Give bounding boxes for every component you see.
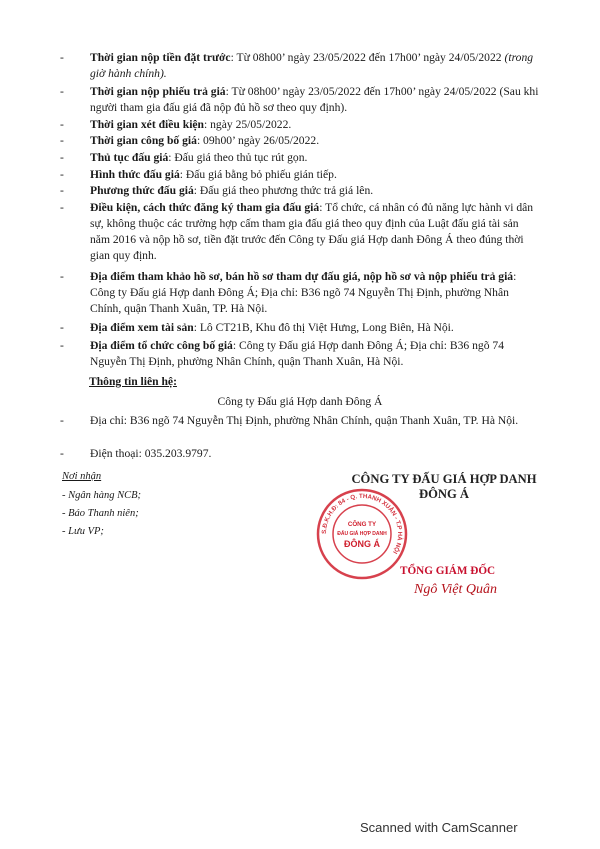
item-label: Thời gian nộp phiếu trả giá — [90, 85, 226, 98]
item-text: : Đấu giá theo phương thức trả giá lên. — [193, 184, 374, 197]
item-label: Hình thức đấu giá — [90, 168, 180, 181]
stamp-line: ĐÔNG Á — [344, 539, 380, 549]
list-item — [60, 167, 540, 183]
list-item — [60, 84, 540, 116]
dash: - — [60, 339, 64, 352]
dash: - — [60, 321, 64, 334]
list-item — [60, 269, 540, 317]
dash: - — [60, 201, 64, 214]
stamp-line: CÔNG TY — [347, 521, 377, 528]
contact-phone-item — [60, 446, 540, 462]
item-text: : Công ty Đấu giá Hợp danh Đông Á; Địa chỉ: B36 ngõ 74 Nguyễn Thị Định, phường Nhân Chính, quận Thanh Xuân, Hà Nội. — [90, 339, 505, 368]
contact-address-item — [60, 413, 540, 429]
dash: - — [60, 51, 64, 64]
item-label: Phương thức đấu giá — [90, 184, 194, 197]
item-text: : Đấu giá bằng bỏ phiếu gián tiếp. — [179, 168, 337, 181]
signature-name: Ngô Việt Quân — [414, 582, 497, 597]
signature-company-line1: CÔNG TY ĐẤU GIÁ HỢP DANH — [351, 472, 537, 486]
signature-title: TỔNG GIÁM ĐỐC — [400, 565, 496, 577]
company-stamp — [316, 488, 408, 580]
item-label: Điều kiện, cách thức đăng ký tham gia đấu giá — [90, 201, 320, 214]
stamp-ring-text: S.Đ.K.H.Đ: 84 - Q. THANH XUÂN - T.P HÀ NỘI — [320, 492, 404, 555]
item-text: : Đấu giá theo thủ tục rút gọn. — [168, 151, 308, 164]
recipient-item: - Ngân hàng NCB; — [62, 490, 142, 501]
list-item — [60, 320, 540, 336]
item-label: Địa điểm tham khảo hồ sơ, bán hồ sơ tham dự đấu giá, nộp hồ sơ và nộp phiếu trả giá — [90, 270, 514, 283]
item-label: Thời gian nộp tiền đặt trước — [90, 51, 231, 64]
item-italic: (trong giờ hành chính). — [90, 51, 534, 80]
item-label: Địa điểm tổ chức công bố giá — [90, 339, 233, 352]
item-text: : ngày 25/05/2022. — [204, 118, 292, 131]
dash: - — [60, 184, 64, 197]
item-text: : 09h00’ ngày 26/05/2022. — [196, 134, 320, 147]
item-label: Thủ tục đấu giá — [90, 151, 169, 164]
list-item — [60, 50, 540, 82]
dash: - — [60, 270, 64, 283]
list-item — [60, 200, 540, 264]
item-text: : Từ 08h00’ ngày 23/05/2022 đến 17h00’ ngày 24/05/2022 (Sau khi người tham gia đấu giá đã nộp đủ hồ sơ theo quy định). — [90, 85, 539, 114]
contact-address: Địa chỉ: B36 ngõ 74 Nguyễn Thị Định, phường Nhân Chính, quận Thanh Xuân, TP. Hà Nội. — [90, 414, 519, 427]
contact-phone: Điện thoại: 035.203.9797. — [90, 447, 212, 460]
item-label: Thời gian công bố giá — [90, 134, 197, 147]
list-item — [60, 338, 540, 370]
contact-company: Công ty Đấu giá Hợp danh Đông Á — [217, 395, 383, 408]
dash: - — [60, 118, 64, 131]
list-item — [60, 133, 540, 149]
dash: - — [60, 414, 64, 427]
list-item — [60, 117, 540, 133]
dash: - — [60, 447, 64, 460]
item-label: Địa điểm xem tài sản — [90, 321, 194, 334]
list-item — [60, 150, 540, 166]
signature-company-line2: ĐÔNG Á — [418, 487, 470, 501]
item-text: : Lô CT21B, Khu đô thị Việt Hưng, Long Biên, Hà Nội. — [193, 321, 454, 334]
contact-heading: Thông tin liên hệ: — [89, 375, 177, 388]
stamp-line: ĐẤU GIÁ HỢP DANH — [337, 531, 387, 537]
dash: - — [60, 134, 64, 147]
recipients-title: Nơi nhận — [62, 471, 102, 482]
item-text: : Công ty Đấu giá Hợp danh Đông Á; Địa chỉ: B36 ngõ 74 Nguyễn Thị Định, phường Nhân Chính, quận Thanh Xuân, TP. Hà Nội. — [90, 270, 517, 315]
recipient-item: - Lưu VP; — [62, 526, 104, 537]
item-text: : Tổ chức, cá nhân có đủ năng lực hành vi dân sự, không thuộc các trường hợp cấm tham gia đấu giá theo quy định của Luật đấu giá tài sản năm 2016 và nộp hồ sơ, tiền đặt trước đến Công ty Đấu giá Hợp danh Đông Á theo đúng thời gian quy định. — [90, 201, 534, 262]
dash: - — [60, 151, 64, 164]
dash: - — [60, 168, 64, 181]
scanner-footer: Scanned with CamScanner — [360, 820, 518, 835]
recipient-item: - Báo Thanh niên; — [62, 508, 139, 519]
item-label: Thời gian xét điều kiện — [90, 118, 205, 131]
list-item — [60, 183, 540, 199]
dash: - — [60, 85, 64, 98]
item-text: : Từ 08h00’ ngày 23/05/2022 đến 17h00’ ngày 24/05/2022 — [230, 51, 505, 64]
